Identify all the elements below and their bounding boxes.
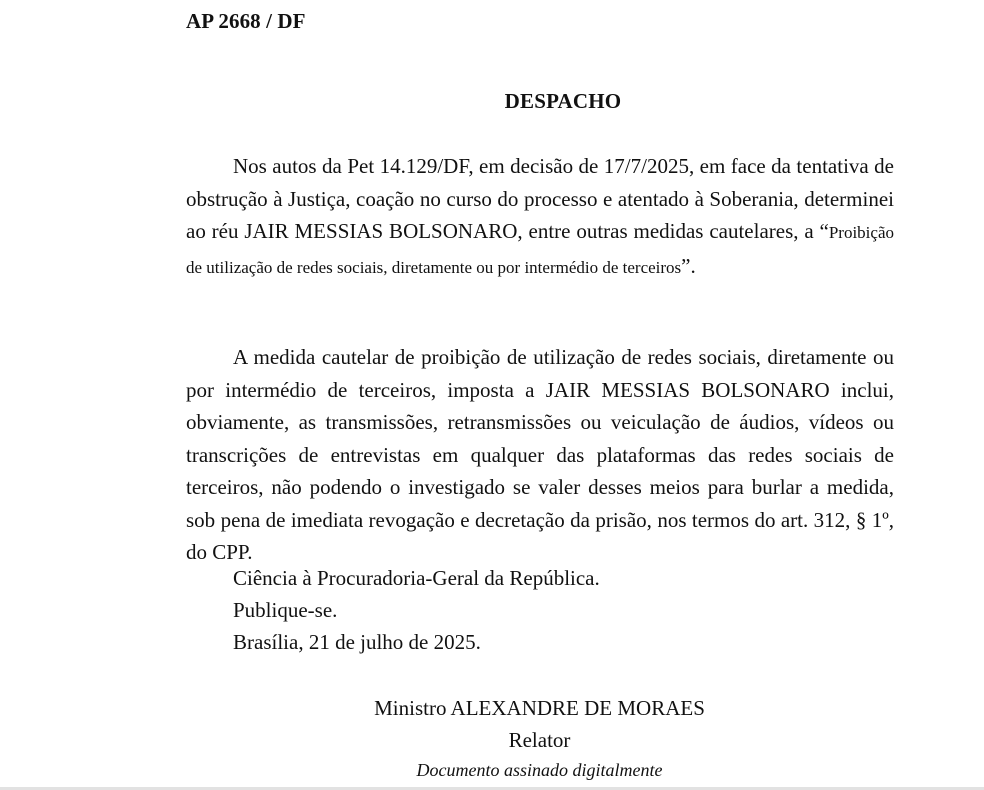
closing-line-date: Brasília, 21 de julho de 2025. (233, 630, 481, 654)
paragraph-measure (186, 341, 894, 569)
closing-line-publish: Publique-se. (233, 598, 338, 622)
quoted-measure: Proibição de utilização de redes sociais, diretamente ou por intermédio de terceiros (186, 223, 894, 277)
digital-signature-note: Documento assinado digitalmente (416, 760, 663, 780)
paragraph-measure-text: A medida cautelar de proibição de utilização de redes sociais, diretamente ou por intermédio de terceiros, imposta a JAIR MESSIAS BOLSONARO inclui, obviamente, as transmissões, retransmissões ou veiculação de áudios, vídeos ou transcrições de entrevistas em qualquer das plataformas das redes sociais de terceiros, não podendo o investigado se valer desses meios para burlar a medida, sob pena de imediata revogação e decretação da prisão, nos termos do art. 312, § 1º, do CPP. (186, 345, 894, 564)
document-title: DESPACHO (504, 89, 622, 113)
paragraph-decision (186, 150, 894, 284)
paragraph-decision-text: Nos autos da Pet 14.129/DF, em decisão de 17/7/2025, em face da tentativa de obstrução à Justiça, coação no curso do processo e atentado à Soberania, determinei ao réu JAIR MESSIAS BOLSONARO, entre outras medidas cautelares, a “ (186, 154, 894, 243)
quote-close: ”. (681, 253, 696, 278)
closing-line-notice: Ciência à Procuradoria-Geral da República. (233, 566, 600, 590)
signature-role: Relator (508, 728, 571, 752)
case-number: AP 2668 / DF (186, 9, 306, 33)
signature-name: Ministro ALEXANDRE DE MORAES (374, 696, 705, 720)
